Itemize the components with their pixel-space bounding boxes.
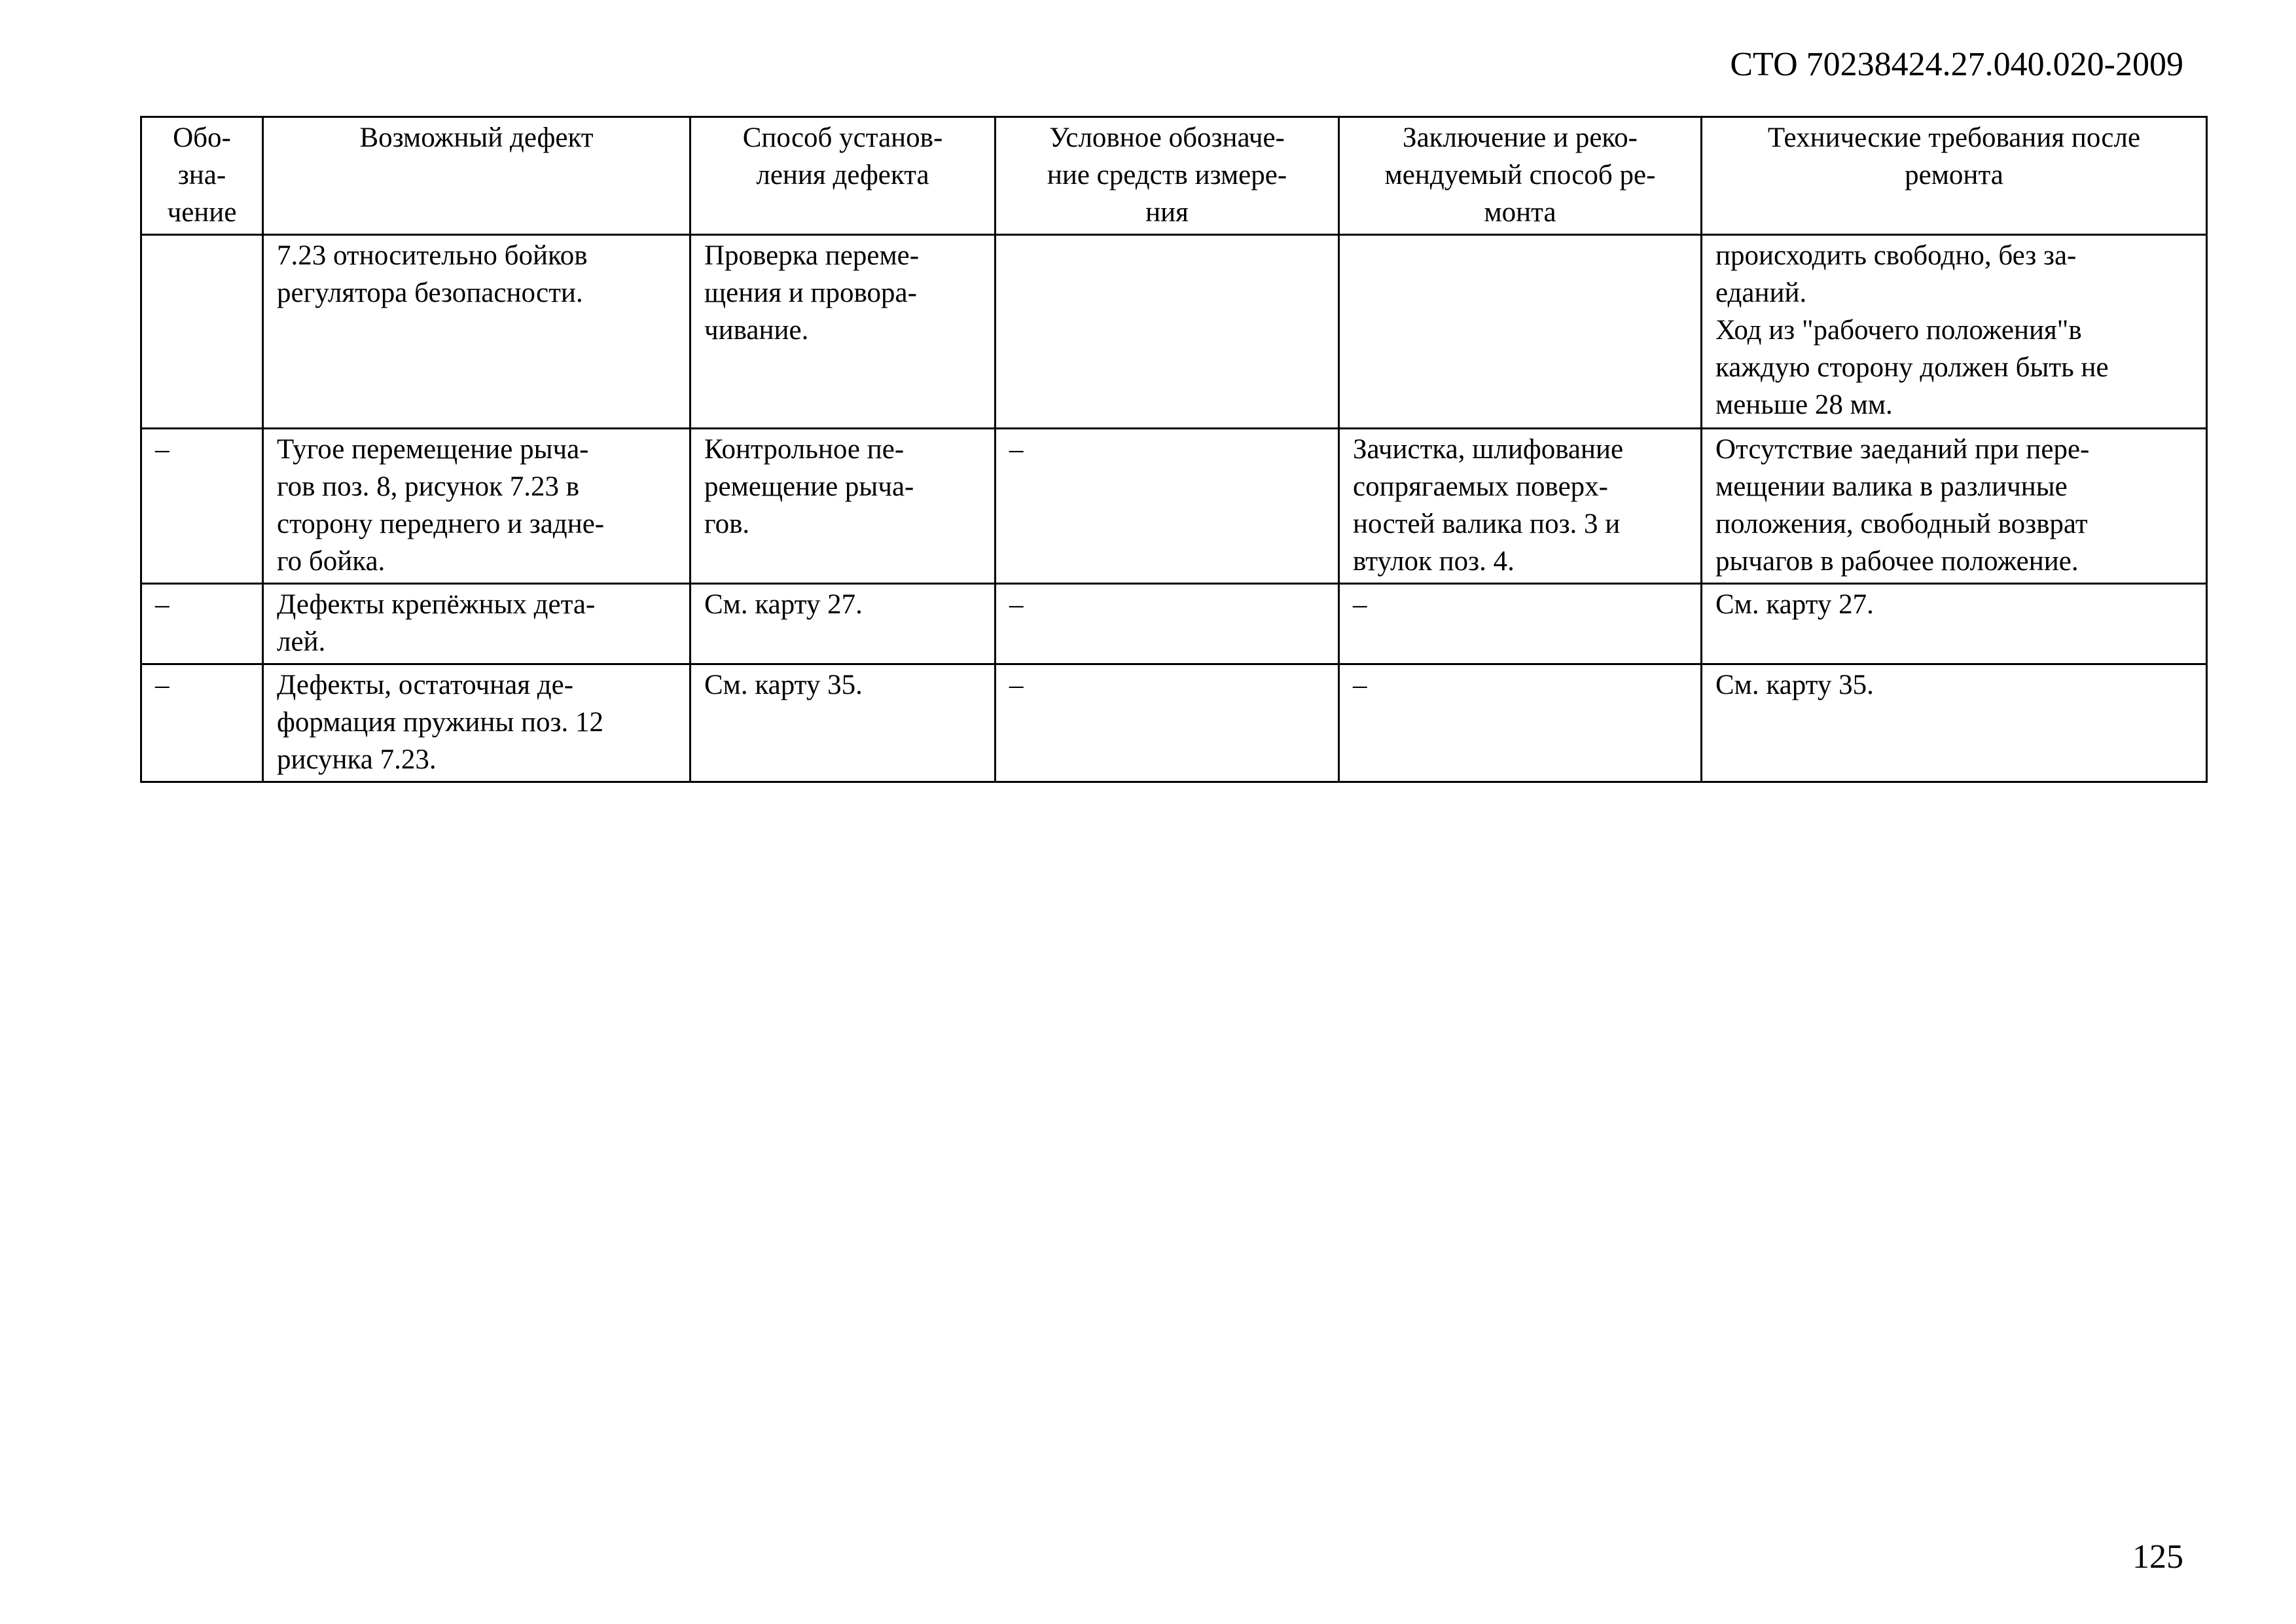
defect-table	[140, 116, 2208, 783]
cell-designation	[141, 235, 263, 429]
table-row	[141, 584, 2207, 664]
column-header-possible-defect: Возможный дефект	[263, 117, 691, 235]
cell-designation: –	[141, 664, 263, 782]
cell-conclusion-repair: –	[1339, 584, 1702, 664]
cell-conclusion-repair: Зачистка, шлифование сопрягаемых поверх- ностей валика поз. 3 и втулок поз. 4.	[1339, 429, 1702, 584]
cell-technical-requirements: См. карту 27.	[1702, 584, 2207, 664]
cell-detection-method: Контрольное пе- ремещение рыча- гов.	[691, 429, 996, 584]
column-header-detection-method: Способ установ- ления дефекта	[691, 117, 996, 235]
column-header-technical-requirements: Технические требования после ремонта	[1702, 117, 2207, 235]
cell-technical-requirements: Отсутствие заеданий при пере- мещении валика в различные положения, свободный возврат рычагов в рабочее положение.	[1702, 429, 2207, 584]
cell-measuring-tools: –	[996, 429, 1339, 584]
column-header-conclusion-repair: Заключение и реко- мендуемый способ ре- монта	[1339, 117, 1702, 235]
cell-technical-requirements: См. карту 35.	[1702, 664, 2207, 782]
cell-technical-requirements: происходить свободно, без за- еданий. Ход из "рабочего положения"в каждую сторону должен быть не меньше 28 мм.	[1702, 235, 2207, 429]
cell-detection-method: Проверка переме- щения и провора- чивание.	[691, 235, 996, 429]
cell-measuring-tools: –	[996, 584, 1339, 664]
cell-measuring-tools	[996, 235, 1339, 429]
cell-measuring-tools: –	[996, 664, 1339, 782]
cell-possible-defect: Дефекты крепёжных дета- лей.	[263, 584, 691, 664]
cell-possible-defect: 7.23 относительно бойков регулятора безопасности.	[263, 235, 691, 429]
cell-designation: –	[141, 584, 263, 664]
table-row	[141, 429, 2207, 584]
document-code: СТО 70238424.27.040.020-2009	[1730, 46, 2183, 83]
page-number: 125	[2132, 1538, 2183, 1576]
cell-detection-method: См. карту 27.	[691, 584, 996, 664]
cell-possible-defect: Дефекты, остаточная де- формация пружины поз. 12 рисунка 7.23.	[263, 664, 691, 782]
cell-conclusion-repair: –	[1339, 664, 1702, 782]
cell-conclusion-repair	[1339, 235, 1702, 429]
table-header-row	[141, 117, 2207, 235]
column-header-measuring-tools: Условное обозначе- ние средств измере- ния	[996, 117, 1339, 235]
cell-detection-method: См. карту 35.	[691, 664, 996, 782]
table-row	[141, 235, 2207, 429]
column-header-designation: Обо- зна- чение	[141, 117, 263, 235]
cell-possible-defect: Тугое перемещение рыча- гов поз. 8, рисунок 7.23 в сторону переднего и задне- го бойка.	[263, 429, 691, 584]
cell-designation: –	[141, 429, 263, 584]
table-row	[141, 664, 2207, 782]
